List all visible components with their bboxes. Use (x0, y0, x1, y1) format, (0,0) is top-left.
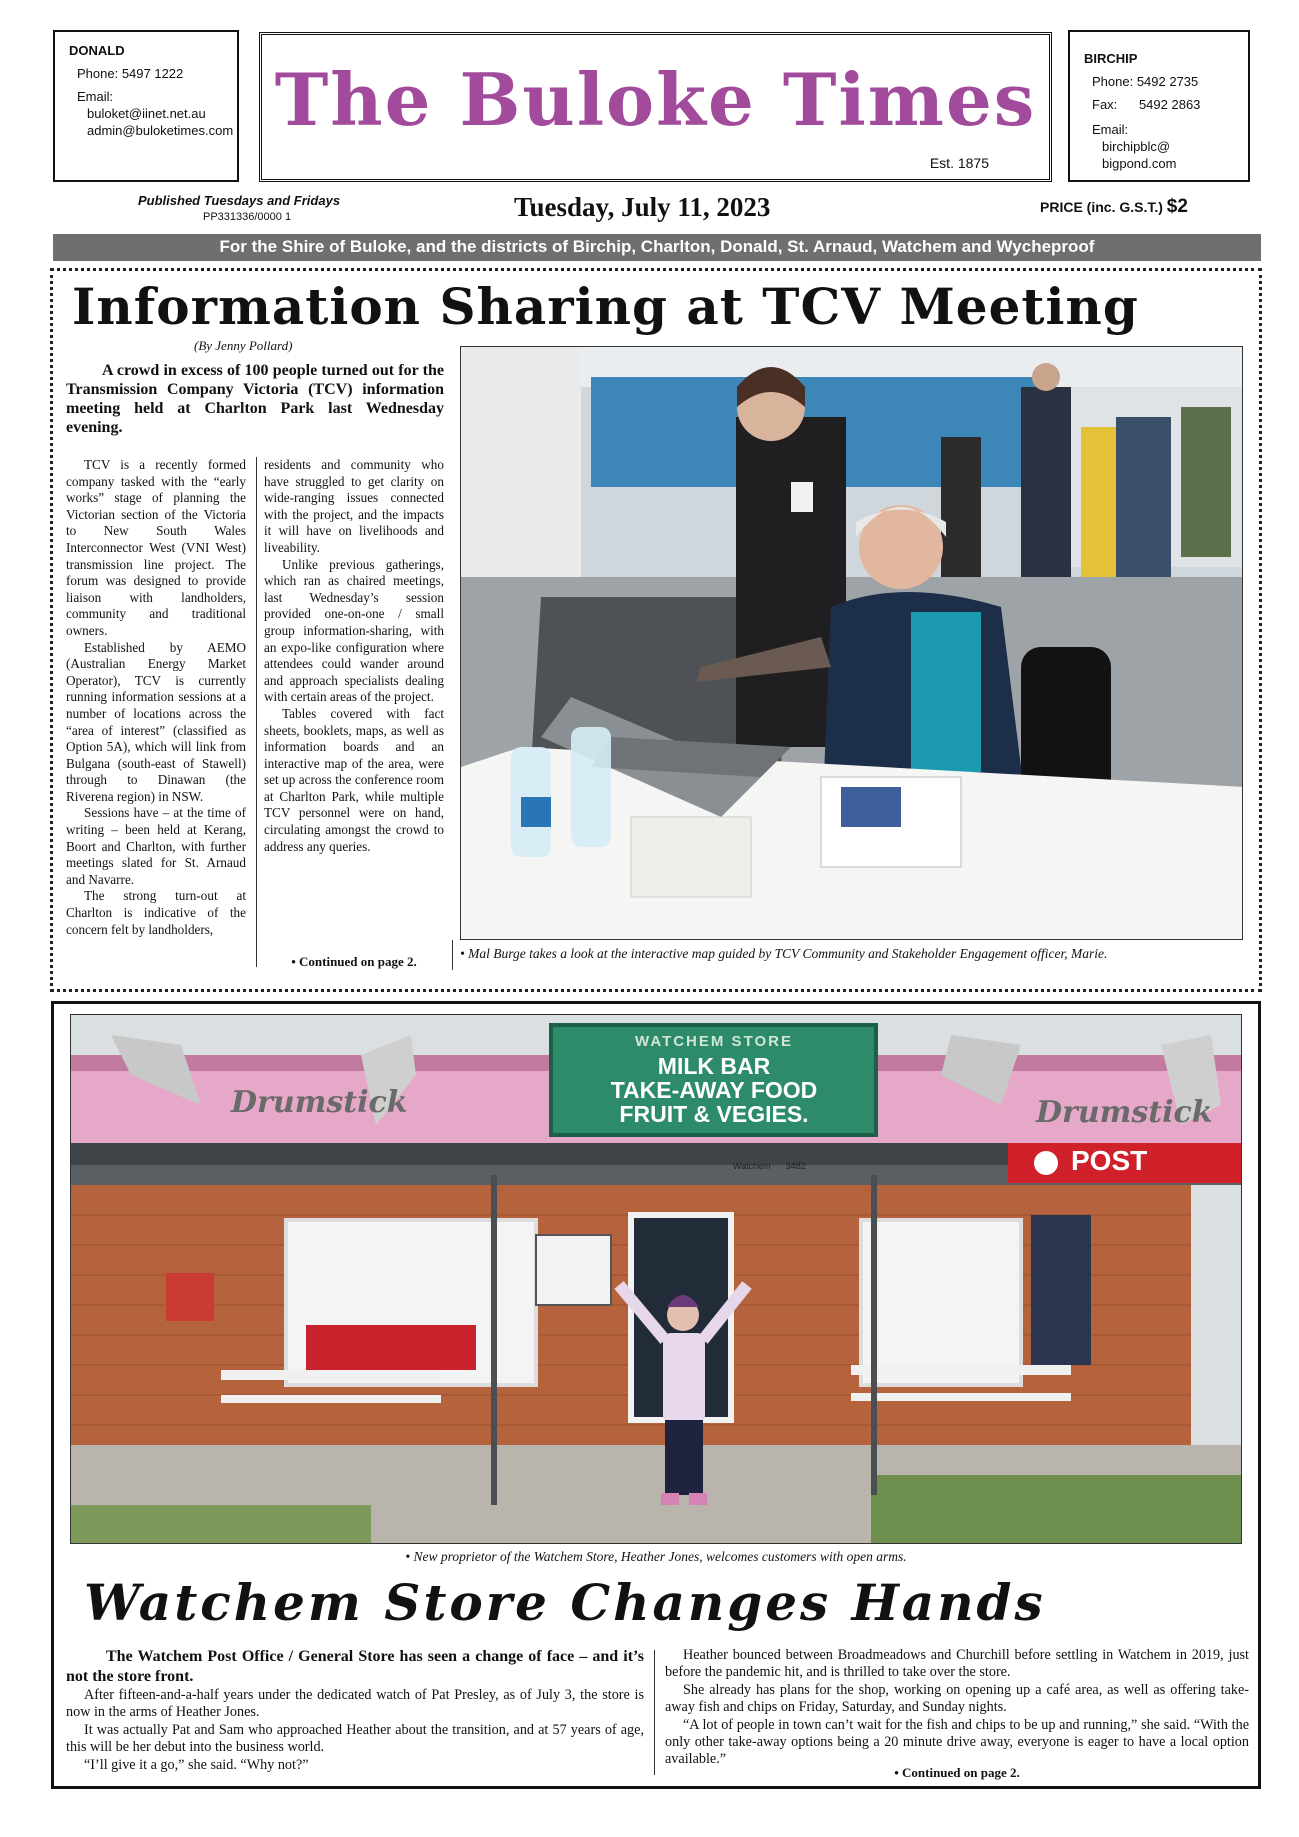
story2-left-para: “I’ll give it a go,” she said. “Why not?” (84, 1756, 309, 1773)
drumstick-sign-left: Drumstick (231, 1085, 408, 1120)
birchip-phone: Phone: 5492 2735 (1092, 74, 1199, 89)
story1-col1-para: TCV is a recently formed company tasked with the “early works” stage of planning the Victorian section of the Victoria to New South Wales Interconnector West (VNI West) transmission line project. The forum was designed to provide liaison with landholders, community and traditional owners. (66, 457, 246, 638)
story2-headline: Watchem Store Changes Hands (84, 1573, 1046, 1632)
story1-col2-para: residents and community who have struggled to get clarity on wide-ranging issues connected with the project, and the impacts it will have on livelihoods and liveability. (264, 457, 444, 555)
story2-left-column (66, 1647, 644, 1774)
birchip-email-2[interactable]: bigpond.com (1102, 156, 1177, 171)
post-sign: POST (1071, 1145, 1148, 1176)
masthead-title-box (259, 32, 1052, 182)
newspaper-title: The Buloke Times (274, 57, 1037, 142)
story2-left-para: It was actually Pat and Sam who approached Heather about the transition, and at 57 years of age, this will be her debut into the business world. (66, 1721, 644, 1756)
story1-byline: (By Jenny Pollard) (194, 338, 293, 353)
drumstick-sign-right: Drumstick (1036, 1095, 1213, 1130)
story1-photo-caption: • Mal Burge takes a look at the interactive map guided by TCV Community and Stakeholder Engagement officer, Marie. (460, 946, 1108, 961)
column-rule (654, 1650, 655, 1775)
published-days: Published Tuesdays and Fridays (138, 193, 341, 208)
donald-phone: Phone: 5497 1222 (77, 66, 184, 81)
story2-left-para: After fifteen-and-a-half years under the dedicated watch of Pat Presley, as of July 3, the store is now in the arms of Heather Jones. (66, 1687, 644, 1721)
story2-photo-caption: • New proprietor of the Watchem Store, Heather Jones, welcomes customers with open arms. (405, 1549, 907, 1564)
column-rule (452, 940, 453, 970)
donald-email-label: Email: (77, 89, 114, 104)
story2-right-column (665, 1647, 1249, 1769)
birchip-email-1[interactable]: birchipblc@ (1102, 139, 1171, 154)
sign-take-away: TAKE-AWAY FOOD (610, 1077, 818, 1103)
birchip-email-label: Email: (1092, 122, 1129, 137)
story1-lede: A crowd in excess of 100 people turned out for the Transmission Company Victoria (TCV) information meeting held at Charlton Park last Wednesday evening. (66, 362, 444, 436)
story1-col1-para: The strong turn-out at Charlton is indicative of the concern felt by landholders, (66, 888, 246, 937)
price (1040, 196, 1188, 218)
story2-lede: The Watchem Post Office / General Store has seen a change of face – and it’s not the store front. (66, 1648, 644, 1685)
print-post-number: PP331336/0000 1 (203, 211, 292, 223)
birchip-contact-box (1068, 30, 1250, 182)
birchip-fax: Fax: 5492 2863 (1092, 97, 1201, 112)
column-rule (256, 457, 257, 967)
story1-column-1 (66, 457, 246, 938)
story2-right-para: She already has plans for the shop, working on opening up a café area, as well as offering take-away fish and chips on Friday, Saturday, and Sunday nights. (665, 1681, 1249, 1716)
donald-email-1[interactable]: buloket@iinet.net.au (87, 106, 206, 121)
story1-col1-para: Sessions have – at the time of writing – been held at Kerang, Boort and Charlton, with further meetings slated for St. Arnaud and Navarre. (66, 805, 246, 887)
story2-continued[interactable]: • Continued on page 2. (894, 1765, 1020, 1780)
story2-right-para: “A lot of people in town can’t wait for the fish and chips to be up and running,” she said. “With the only other take-away options being a 20 minute drive away, everyone is eager to have a local option available.” (665, 1716, 1249, 1768)
watchem-plate: Watchem 3482 (733, 1161, 806, 1171)
donald-email-2[interactable]: admin@buloketimes.com (87, 123, 234, 138)
birchip-label: BIRCHIP (1084, 51, 1138, 66)
issue-date: Tuesday, July 11, 2023 (514, 192, 771, 222)
donald-label: DONALD (69, 43, 125, 58)
price-label: PRICE (inc. G.S.T.) (1040, 199, 1163, 215)
story1-continued[interactable]: • Continued on page 2. (291, 954, 417, 969)
tcv-meeting-illustration (461, 347, 1243, 940)
established-label: Est. 1875 (929, 155, 989, 171)
tagline-band: For the Shire of Buloke, and the districts of Birchip, Charlton, Donald, St. Arnaud, Watchem and Wycheproof (53, 234, 1261, 261)
tcv-meeting-photo (460, 346, 1243, 940)
story1-col1-para: Established by AEMO (Australian Energy Market Operator), TCV is currently running information sessions at a number of locations across the “area of interest” (classified as Option 5A), which will link from Bulgana (south-east of Stawell) through to Dinawan (the Riverena region) in NSW. (66, 639, 246, 804)
sign-store-name: WATCHEM STORE (635, 1033, 793, 1050)
donald-contact-box (53, 30, 239, 182)
sign-fruit-vegies: FRUIT & VEGIES. (619, 1101, 809, 1127)
watchem-store-photo (70, 1014, 1242, 1544)
story2-right-para: Heather bounced between Broadmeadows and Churchill before settling in Watchem in 2019, just before the pandemic hit, and is thrilled to take over the store. (665, 1647, 1249, 1681)
story1-headline: Information Sharing at TCV Meeting (72, 277, 1139, 336)
price-value: $2 (1166, 196, 1188, 217)
story1-column-2 (264, 457, 444, 855)
sign-milk-bar: MILK BAR (657, 1053, 771, 1079)
story1-col2-para: Unlike previous gatherings, which ran as chaired meetings, last Wednesday’s session provided one-on-one / small group information-sharing, with an expo-like configuration where attendees could wander around and approach specialists dealing with certain areas of the project. (264, 556, 444, 705)
story1-col2-para: Tables covered with fact sheets, booklets, maps, as well as information boards and an interactive map of the area, were set up across the conference room at Charlton Park, while multiple TCV personnel were on hand, circulating amongst the crowd to address any queries. (264, 705, 444, 854)
